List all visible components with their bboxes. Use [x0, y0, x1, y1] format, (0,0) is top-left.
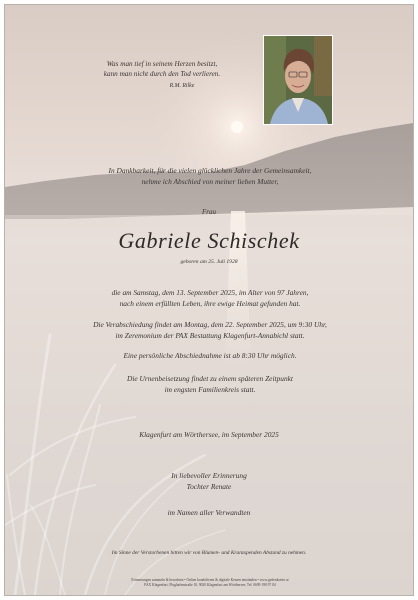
funeral-home-footer — [65, 578, 355, 588]
farewell-paragraph — [35, 320, 385, 341]
donation-note: Im Sinne der Verstorbenen bitten wir von Blumen- und Kranzspenden Abstand zu nehmen. — [111, 550, 307, 556]
urn-paragraph — [35, 374, 385, 395]
obituary-notice — [4, 4, 414, 596]
viewing-paragraph — [35, 351, 385, 362]
remembrance-line: In liebevoller Erinnerung — [171, 471, 247, 480]
quote-line: kann man nicht durch den Tod verlieren. — [103, 70, 221, 78]
remembrance-line: Tochter Renate — [186, 482, 232, 491]
birth-date: geboren am 25. Juli 1928 — [180, 259, 238, 265]
remembrance — [5, 470, 413, 492]
paragraph-line: im Zeremonium der PAX Bestattung Klagenfurt-Annabichl statt. — [115, 330, 305, 340]
intro-line: nehme ich Abschied von meiner lieben Mutter, — [141, 177, 279, 186]
paragraph-line: im engsten Familienkreis statt. — [164, 384, 256, 394]
footer-line: PAX Klagenfurt, Flughafenstraße 10, 9020 Klagenfurt am Wörthersee, Tel. 0699 190 97 04 — [144, 583, 276, 587]
footer-line: Erinnerungen sammeln & bewahren • Online kondolieren & digitale Kerzen entzünden • www.gedenkseite.at — [131, 578, 289, 582]
quote-author: R.M. Rilke — [169, 83, 195, 89]
paragraph-line: Die Urnenbeisetzung findet zu einem späteren Zeitpunkt — [127, 374, 293, 383]
relatives-line: im Namen aller Verwandten — [167, 508, 251, 517]
paragraph-line: die am Samstag, dem 13. September 2025, im Alter von 97 Jahren, — [111, 288, 309, 297]
salutation: Frau — [202, 208, 216, 216]
paragraph-line: Die Verabschiedung findet am Montag, dem 22. September 2025, um 9:30 Uhr, — [93, 320, 327, 329]
paragraph-line: nach einem erfüllten Leben, ihre ewige Heimat gefunden hat. — [119, 298, 301, 308]
paragraph-line: Eine persönliche Abschiednahme ist ab 8:30 Uhr möglich. — [123, 351, 297, 360]
notice-text — [5, 5, 413, 595]
place-and-date: Klagenfurt am Wörthersee, im September 2025 — [139, 430, 279, 439]
intro-text — [45, 165, 375, 187]
rilke-quote — [67, 59, 257, 91]
quote-line: Was man tief in seinem Herzen besitzt, — [106, 60, 218, 68]
deceased-name: Gabriele Schischek — [118, 228, 300, 253]
intro-line: In Dankbarkeit, für die vielen glücklichen Jahre der Gemeinsamkeit, — [108, 166, 312, 175]
death-paragraph — [35, 288, 385, 309]
